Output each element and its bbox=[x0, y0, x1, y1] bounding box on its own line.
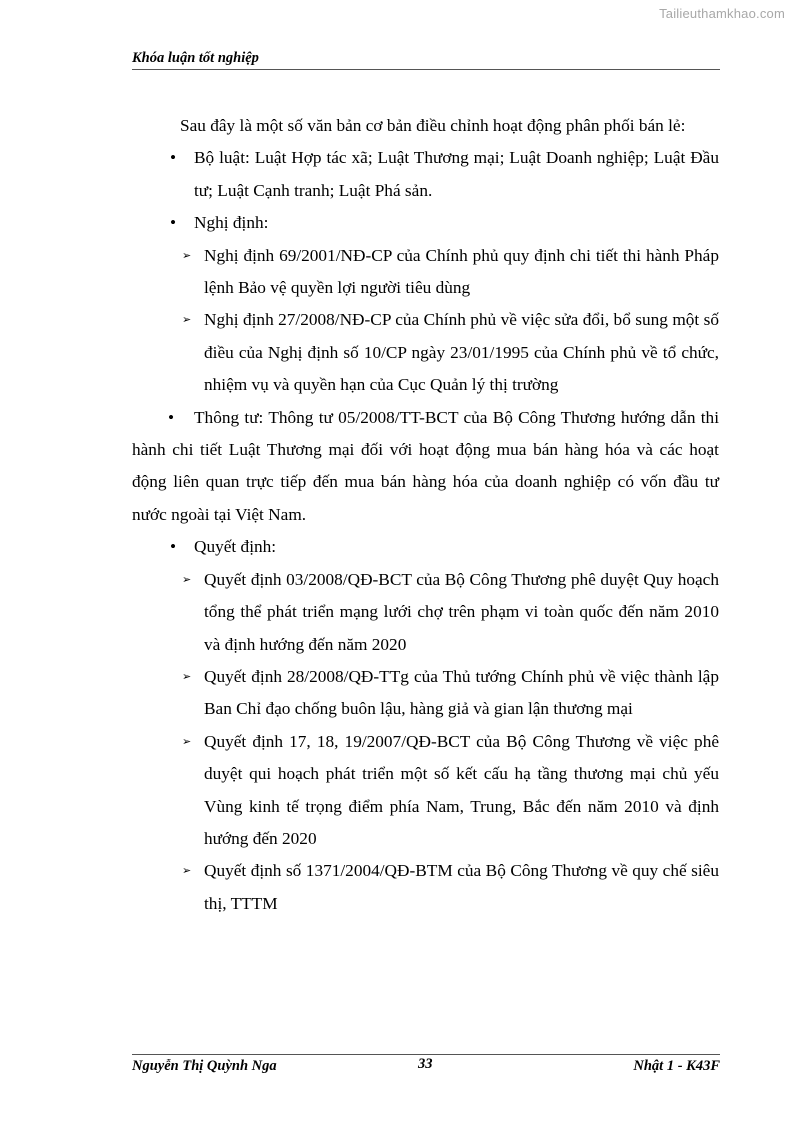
bullet-icon: • bbox=[170, 148, 177, 168]
sub-list-item bbox=[132, 726, 719, 856]
list-item-bo-luat bbox=[132, 142, 719, 207]
list-item-thong-tu bbox=[132, 402, 719, 532]
bullet-icon: • bbox=[170, 537, 177, 557]
sub-list-item-text: Nghị định 69/2001/NĐ-CP của Chính phủ quy định chi tiết thi hành Pháp lệnh Bảo vệ quyền lợi người tiêu dùng bbox=[204, 245, 719, 298]
watermark: Tailieuthamkhao.com bbox=[659, 6, 785, 21]
sub-list-item-text: Quyết định 17, 18, 19/2007/QĐ-BCT của Bộ Công Thương về việc phê duyệt qui hoạch phát triển một số kết cấu hạ tầng thương mại chủ yếu Vùng kinh tế trọng điểm phía Nam, Trung, Bắc đến năm 2010 và định hướng đến 2020 bbox=[204, 731, 719, 848]
header-title: Khóa luận tốt nghiệp bbox=[132, 50, 259, 66]
list-item-text: Quyết định: bbox=[194, 537, 277, 557]
sub-list-item-text: Quyết định số 1371/2004/QĐ-BTM của Bộ Công Thương về quy chế siêu thị, TTTM bbox=[204, 861, 719, 913]
arrow-bullet-icon: ➢ bbox=[182, 313, 192, 327]
sub-list-item-text: Nghị định 27/2008/NĐ-CP của Chính phủ về việc sửa đổi, bổ sung một số điều của Nghị định số 10/CP ngày 23/01/1995 của Chính phủ về tổ chức, nhiệm vụ và quyền hạn của Cục Quản lý thị trường bbox=[204, 310, 719, 395]
page-number: 33 bbox=[418, 1056, 433, 1072]
sub-list-item bbox=[132, 240, 719, 305]
arrow-bullet-icon: ➢ bbox=[182, 572, 192, 586]
list-item-quyet-dinh bbox=[132, 531, 719, 563]
list-item-text: Bộ luật: Luật Hợp tác xã; Luật Thương mại; Luật Doanh nghiệp; Luật Đầu tư; Luật Cạnh tranh; Luật Phá sản. bbox=[194, 148, 719, 200]
page-header bbox=[132, 49, 720, 70]
list-item-text: Nghị định: bbox=[194, 213, 269, 233]
intro-paragraph: Sau đây là một số văn bản cơ bản điều chỉnh hoạt động phân phối bán lẻ: bbox=[180, 116, 686, 135]
page-footer bbox=[132, 1054, 720, 1075]
sub-list-item-text: Quyết định 28/2008/QĐ-TTg của Thủ tướng Chính phủ về việc thành lập Ban Chỉ đạo chống buôn lậu, hàng giả và gian lận thương mại bbox=[204, 666, 719, 719]
arrow-bullet-icon: ➢ bbox=[182, 669, 192, 683]
bullet-icon: • bbox=[170, 213, 177, 233]
arrow-bullet-icon: ➢ bbox=[182, 248, 192, 262]
footer-author: Nguyễn Thị Quỳnh Nga bbox=[132, 1058, 277, 1074]
sub-list-item bbox=[132, 661, 719, 726]
bullet-icon: • bbox=[168, 407, 175, 427]
sub-list-item bbox=[132, 564, 719, 661]
page-body bbox=[132, 110, 719, 920]
sub-list-item-text: Quyết định 03/2008/QĐ-BCT của Bộ Công Thương phê duyệt Quy hoạch tổng thể phát triển mạng lưới chợ trên phạm vi toàn quốc đến năm 2010 và định hướng đến năm 2020 bbox=[204, 569, 719, 654]
list-item-nghi-dinh bbox=[132, 207, 719, 239]
sub-list-item bbox=[132, 855, 719, 920]
arrow-bullet-icon: ➢ bbox=[182, 864, 192, 878]
list-item-text: Thông tư: Thông tư 05/2008/TT-BCT của Bộ Công Thương hướng dẫn thi hành chi tiết Luật Thương mại đối với hoạt động mua bán hàng hóa và các hoạt động liên quan trực tiếp đến mua bán hàng hóa của doanh nghiệp có vốn đầu tư nước ngoài tại Việt Nam. bbox=[132, 407, 719, 524]
arrow-bullet-icon: ➢ bbox=[182, 734, 192, 748]
footer-class: Nhật 1 - K43F bbox=[633, 1058, 720, 1074]
sub-list-item bbox=[132, 304, 719, 401]
